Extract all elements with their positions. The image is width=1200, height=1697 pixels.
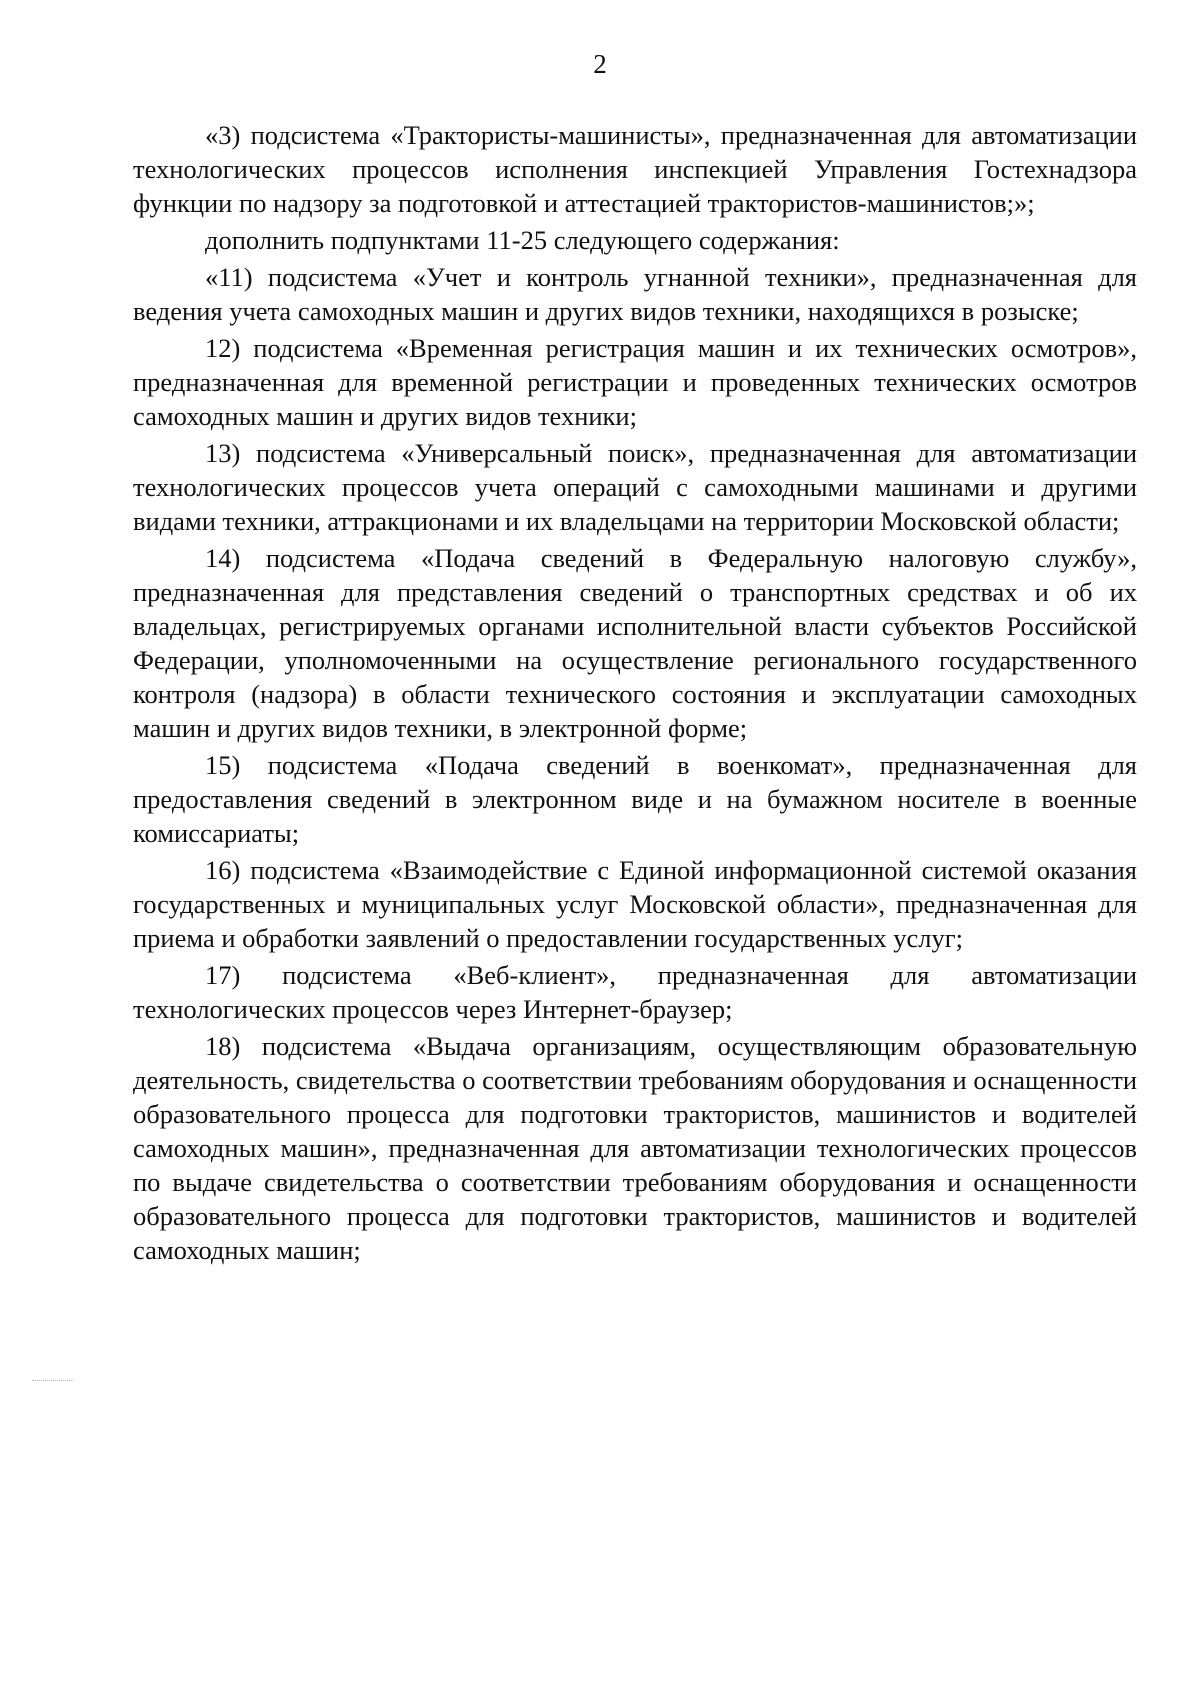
paragraph-item-3: «3) подсистема «Трактористы-машинисты», предназначенная для автоматизации технологических процессов исполнения инспекцией Управления Гостехнадзора функции по надзору за подготовкой и аттестацией трактористов-машинистов;»; xyxy=(133,120,1137,218)
scan-artifact-mark xyxy=(32,1380,74,1381)
page-number: 2 xyxy=(593,49,607,79)
paragraph-amendment-intro: дополнить подпунктами 11-25 следующего содержания: xyxy=(205,225,840,255)
document-body xyxy=(133,118,1137,1270)
paragraph-item-18: 18) подсистема «Выдача организациям, осуществляющим образовательную деятельность, свидетельства о соответствии требованиям оборудования и оснащенности образовательного процесса для подготовки трактористов, машинистов и водителей самоходных машин», предназначенная для автоматизации технологических процессов по выдаче свидетельства о соответствии требованиям оборудования и оснащенности образовательного процесса для подготовки трактористов, машинистов и водителей самоходных машин; xyxy=(133,1031,1137,1265)
paragraph-item-15: 15) подсистема «Подача сведений в военкомат», предназначенная для предоставления сведений в электронном виде и на бумажном носителе в военные комиссариаты; xyxy=(133,750,1137,848)
paragraph-item-12: 12) подсистема «Временная регистрация машин и их технических осмотров», предназначенная для временной регистрации и проведенных технических осмотров самоходных машин и других видов техники; xyxy=(133,333,1137,431)
paragraph-item-16: 16) подсистема «Взаимодействие с Единой информационной системой оказания государственных и муниципальных услуг Московской области», предназначенная для приема и обработки заявлений о предоставлении государственных услуг; xyxy=(133,855,1137,953)
paragraph-item-11: «11) подсистема «Учет и контроль угнанной техники», предназначенная для ведения учета самоходных машин и других видов техники, находящихся в розыске; xyxy=(133,262,1137,326)
paragraph-item-14: 14) подсистема «Подача сведений в Федеральную налоговую службу», предназначенная для представления сведений о транспортных средствах и об их владельцах, регистрируемых органами исполнительной власти субъектов Российской Федерации, уполномоченными на осуществление регионального государственного контроля (надзора) в области технического состояния и эксплуатации самоходных машин и других видов техники, в электронной форме; xyxy=(133,543,1137,743)
paragraph-item-17: 17) подсистема «Веб-клиент», предназначенная для автоматизации технологических процессов через Интернет-браузер; xyxy=(133,960,1137,1024)
paragraph-item-13: 13) подсистема «Универсальный поиск», предназначенная для автоматизации технологических процессов учета операций с самоходными машинами и другими видами техники, аттракционами и их владельцами на территории Московской области; xyxy=(133,438,1137,536)
